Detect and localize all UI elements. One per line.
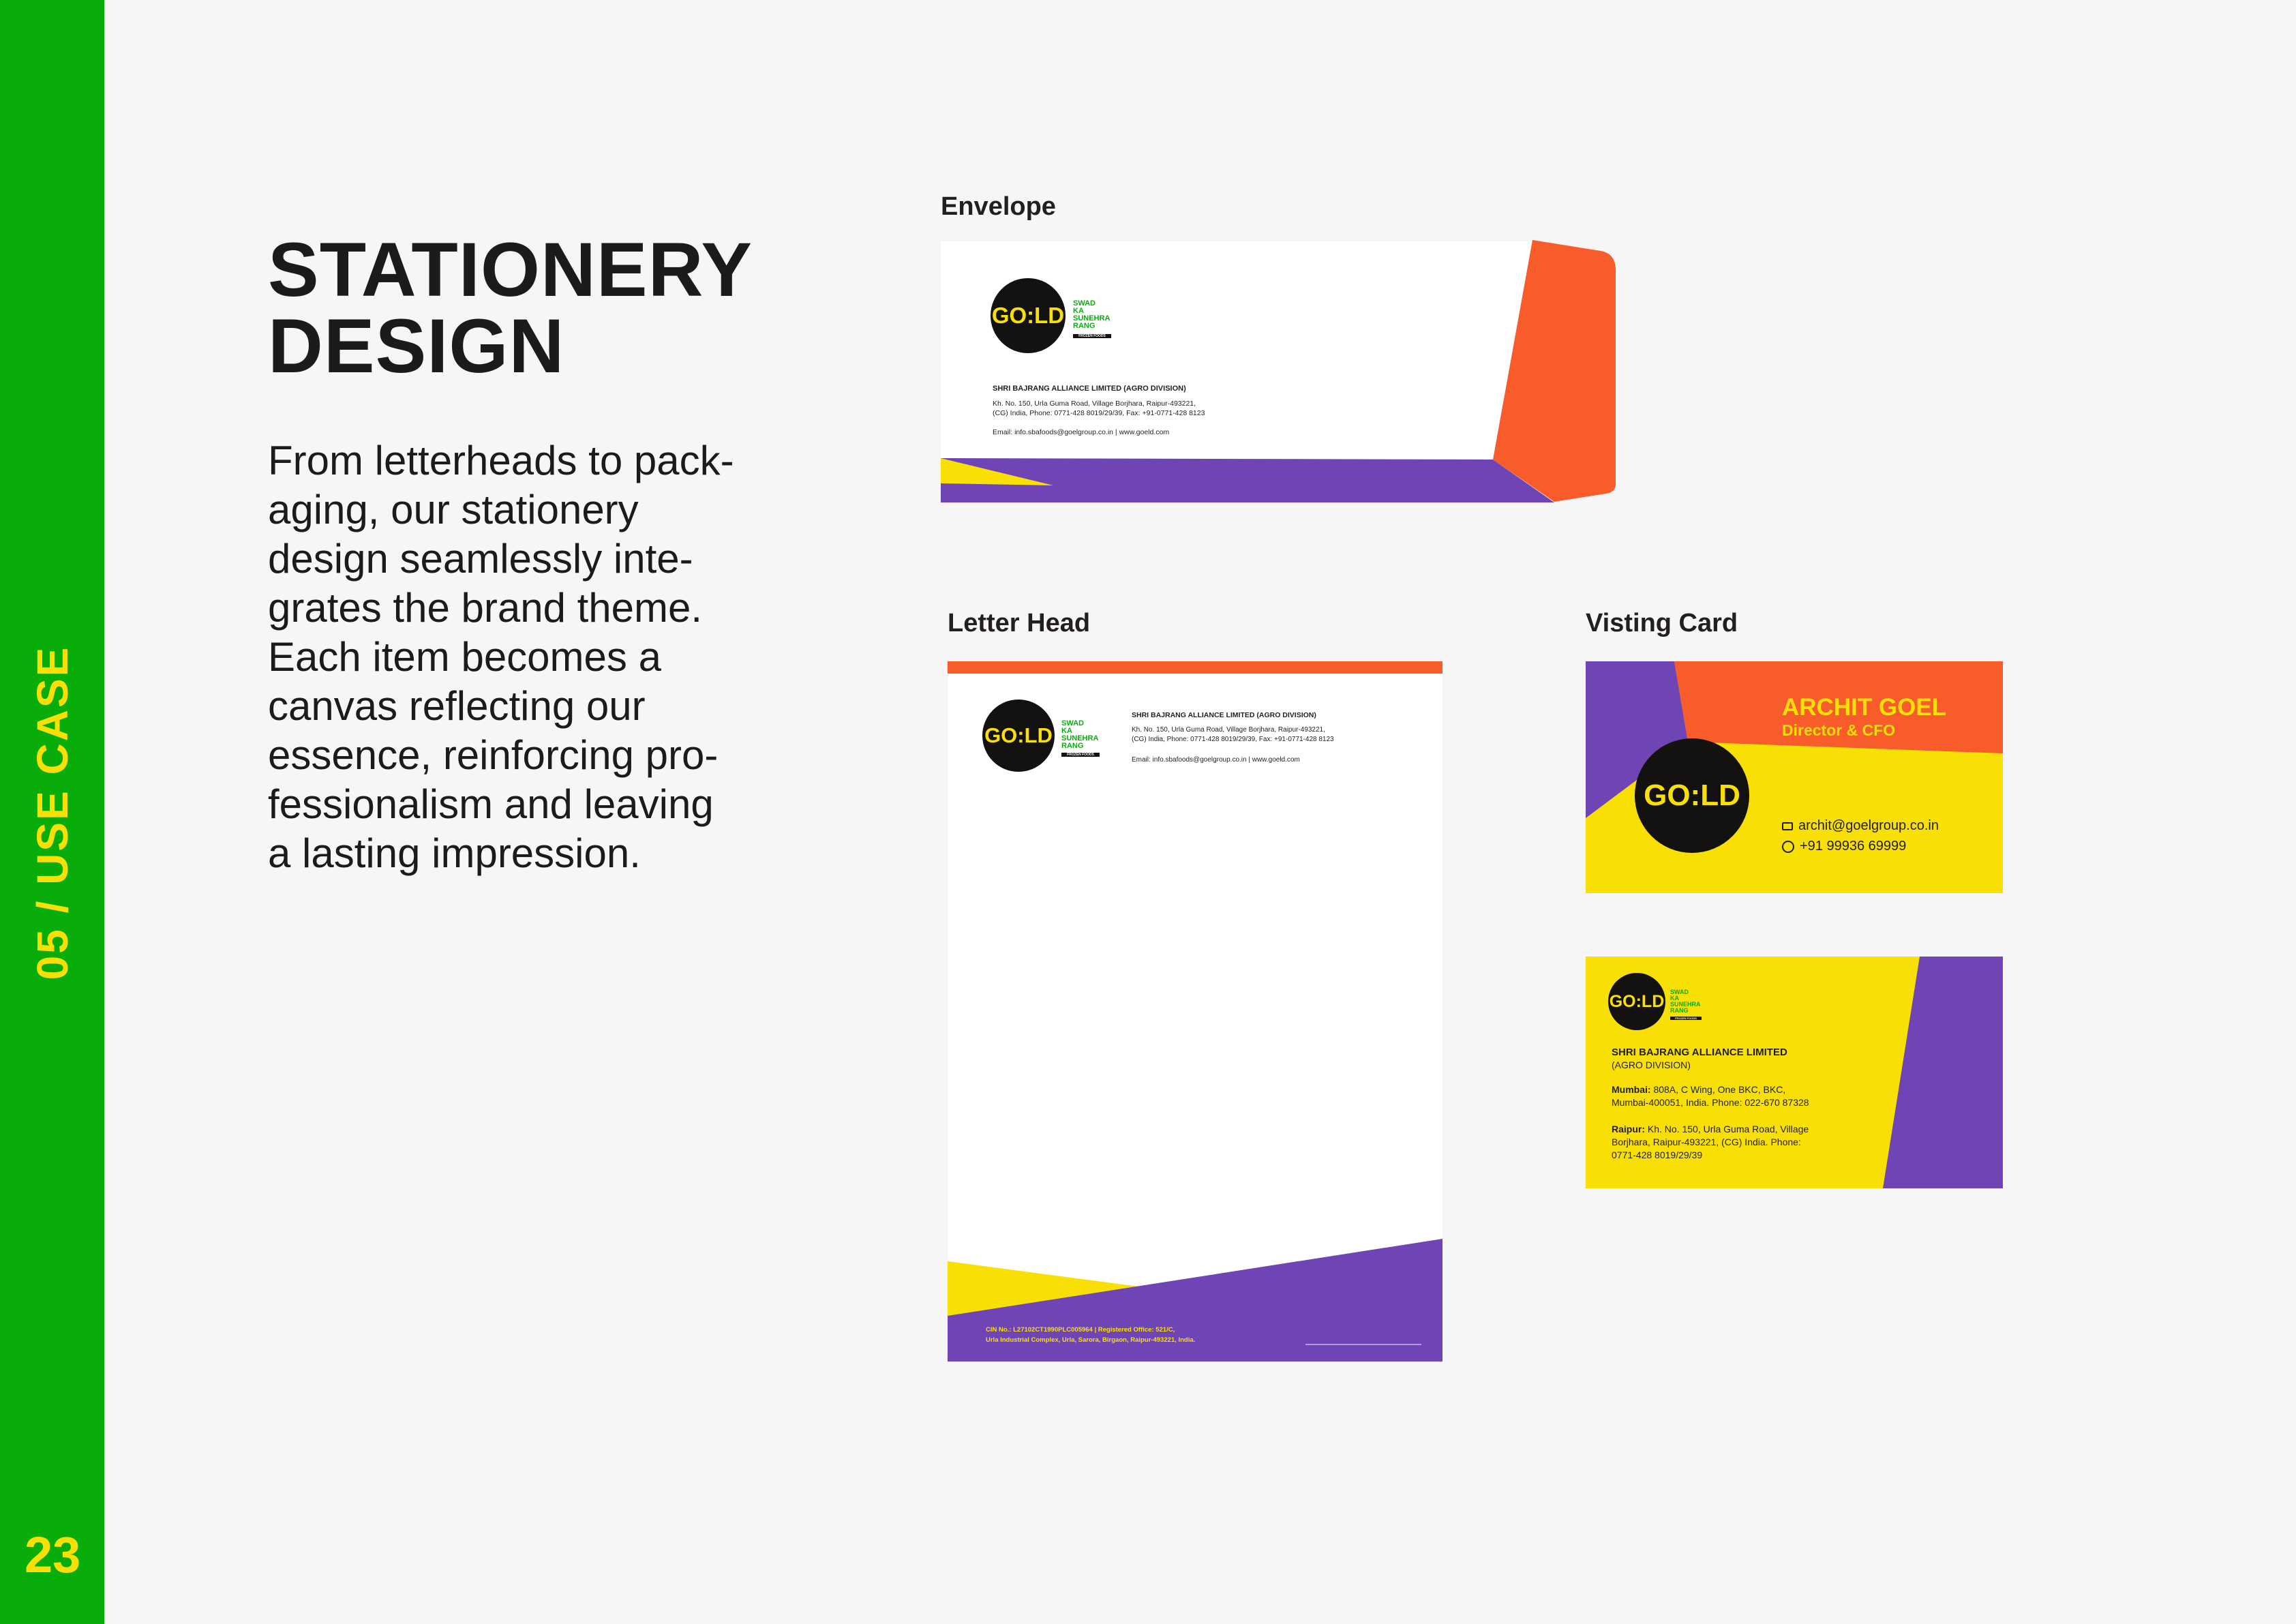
goeld-logo: GO:LD bbox=[991, 278, 1066, 353]
description-line: canvas reflecting our bbox=[268, 683, 646, 729]
frozen-foods-badge: FROZEN FOODS bbox=[1670, 1017, 1702, 1020]
card-email-row bbox=[1782, 818, 1939, 834]
letterhead-footer-line: CIN No.: L27102CT1990PLC005964 | Registered Office: 521/C, bbox=[986, 1326, 1175, 1334]
section-label: 05 / USE CASE bbox=[28, 645, 77, 980]
goeld-logo: GO:LD bbox=[1635, 738, 1749, 853]
brand-tagline: SWAD KA SUNEHRA RANG bbox=[1670, 989, 1701, 1014]
goeld-logo: GO:LD bbox=[1608, 973, 1665, 1030]
page-title-line1: STATIONERY bbox=[268, 227, 753, 312]
sidebar bbox=[0, 0, 104, 1624]
letterhead-contact: Email: info.sbafoods@goelgroup.co.in | www.goeld.com bbox=[1132, 756, 1300, 764]
phone-icon bbox=[1782, 841, 1794, 853]
envelope-address-line: (CG) India, Phone: 0771-428 8019/29/39, Fax: +91-0771-428 8123 bbox=[993, 409, 1205, 417]
envelope-icon bbox=[1782, 822, 1793, 830]
description-line: essence, reinforcing pro- bbox=[268, 732, 719, 778]
visiting-card-back bbox=[1586, 957, 2003, 1188]
card-mumbai-address: Mumbai: 808A, C Wing, One BKC, BKC, bbox=[1612, 1084, 1786, 1095]
letterhead-address-line: Kh. No. 150, Urla Guma Road, Village Borjhara, Raipur-493221, bbox=[1132, 726, 1325, 734]
card-person-title: Director & CFO bbox=[1782, 721, 1896, 739]
card-person-name: ARCHIT GOEL bbox=[1782, 694, 1947, 721]
letterhead-footer-line: Urla Industrial Complex, Urla, Sarora, Birgaon, Raipur-493221, India. bbox=[986, 1336, 1196, 1344]
envelope-contact: Email: info.sbafoods@goelgroup.co.in | www.goeld.com bbox=[993, 428, 1170, 436]
letterhead-mockup bbox=[948, 661, 1442, 1362]
envelope-company: SHRI BAJRANG ALLIANCE LIMITED (AGRO DIVISION) bbox=[993, 385, 1186, 393]
card-raipur-address-line: 0771-428 8019/29/39 bbox=[1612, 1149, 1703, 1160]
description-line: a lasting impression. bbox=[268, 830, 641, 876]
page-title bbox=[268, 227, 753, 389]
card-company: SHRI BAJRANG ALLIANCE LIMITED bbox=[1612, 1047, 1787, 1058]
card-raipur-address-line: Borjhara, Raipur-493221, (CG) India. Phone: bbox=[1612, 1137, 1801, 1147]
brand-tagline: SWAD KA SUNEHRA RANG bbox=[1073, 299, 1111, 330]
page-title-line2: DESIGN bbox=[268, 303, 565, 389]
card-raipur-address: Raipur: Kh. No. 150, Urla Guma Road, Village bbox=[1612, 1124, 1809, 1134]
visiting-card-front bbox=[1586, 661, 2003, 893]
envelope-address-line: Kh. No. 150, Urla Guma Road, Village Borjhara, Raipur-493221, bbox=[993, 400, 1196, 408]
description-line: From letterheads to pack- bbox=[268, 438, 734, 483]
description bbox=[268, 436, 734, 878]
description-line: fessionalism and leaving bbox=[268, 781, 714, 827]
goeld-logo: GO:LD bbox=[982, 700, 1055, 772]
envelope-mockup bbox=[941, 240, 1616, 502]
envelope-label: Envelope bbox=[941, 192, 1056, 221]
letterhead-label: Letter Head bbox=[948, 609, 1091, 637]
letterhead-address-line: (CG) India, Phone: 0771-428 8019/29/39, Fax: +91-0771-428 8123 bbox=[1132, 736, 1334, 743]
envelope-graphic bbox=[941, 240, 1616, 502]
description-line: design seamlessly inte- bbox=[268, 536, 693, 582]
brand-tagline: SWAD KA SUNEHRA RANG bbox=[1061, 719, 1099, 750]
card-division: (AGRO DIVISION) bbox=[1612, 1059, 1691, 1070]
visiting-card-label: Visting Card bbox=[1586, 609, 1738, 637]
frozen-foods-badge: FROZEN FOODS bbox=[1061, 753, 1100, 757]
description-line: aging, our stationery bbox=[268, 487, 639, 532]
description-line: grates the brand theme. bbox=[268, 585, 703, 631]
letterhead-company: SHRI BAJRANG ALLIANCE LIMITED (AGRO DIVISION) bbox=[1132, 711, 1316, 719]
card-email: archit@goelgroup.co.in bbox=[1798, 818, 1939, 833]
card-mumbai-address-line: Mumbai-400051, India. Phone: 022-670 87328 bbox=[1612, 1097, 1809, 1108]
description-line: Each item becomes a bbox=[268, 634, 661, 680]
page-number: 23 bbox=[25, 1527, 81, 1583]
frozen-foods-badge: FROZEN FOODS bbox=[1073, 334, 1111, 338]
card-phone: +91 99936 69999 bbox=[1800, 839, 1907, 854]
card-phone-row bbox=[1782, 839, 1906, 854]
